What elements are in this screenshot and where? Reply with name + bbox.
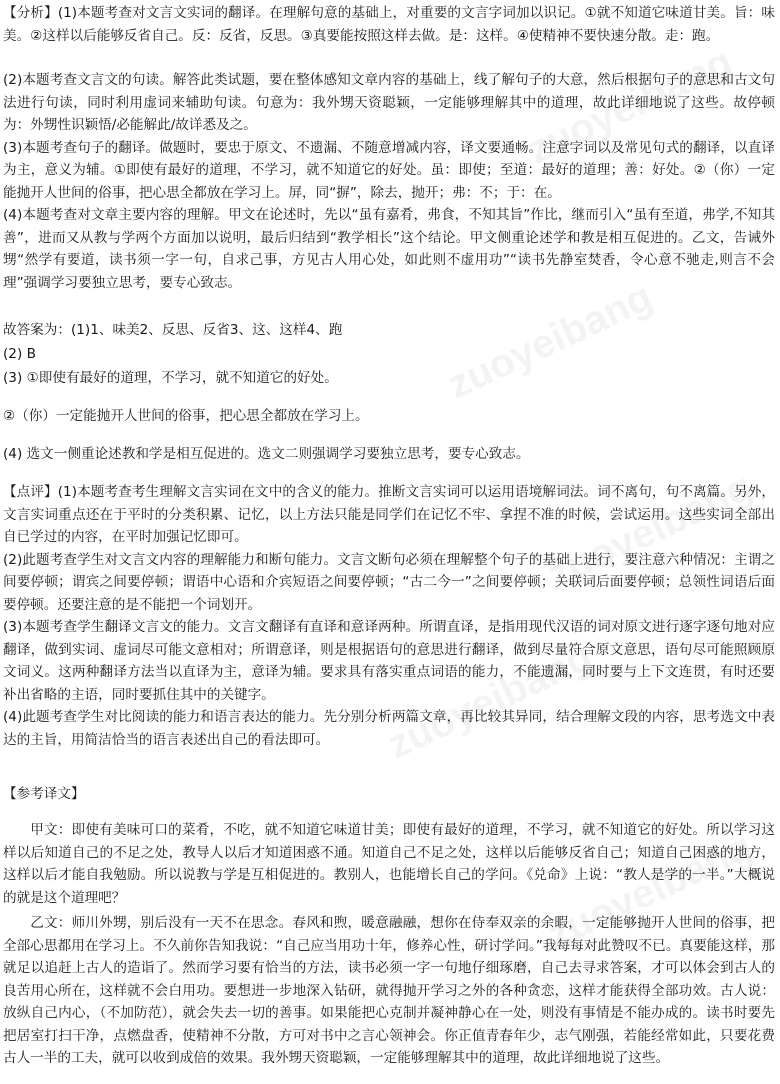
translation-jia: [3, 819, 775, 909]
answer-line: (2) B: [3, 346, 36, 362]
analysis-paragraph: (2)本题考查文言文的句读。解答此类试题，要在整体感知文章内容的基础上，线了解句子的大意，然后根据句子的意思和古文句法进行句读，同时利用虚词来辅助句读。句意为：我外甥天资聪颖，一定能够理解其中的道理，故此详细地说了这些。故停顿为：外甥性识颖悟/必能解此/故详悉及之。: [3, 72, 775, 133]
answer-line: 故答案为：(1)1、味美2、反思、反省3、这、这样4、跑: [3, 322, 343, 338]
answer-summary: [3, 443, 775, 466]
analysis-paragraph: (4)本题考查对文章主要内容的理解。甲文在论述时，先以“虽有嘉肴，弗食，不知其旨”作比，继而引入“虽有至道，弗学,不知其善”，进而又从教与学两个方面加以说明，最后归结到“教学相长”这个结论。甲文侧重论述学和教是相互促进的。乙文，告诫外甥“然学有要道，读书须一字一句，自求己事，方见古人用心处，如此则不虚用功”“读书先静室焚香，令心意不驰走,则言不会理”强调学习要独立思考，要专心致志。: [3, 207, 775, 291]
answer-line: (3) ①即使有最好的道理，不学习，就不知道它的好处。: [3, 370, 338, 386]
analysis-section-continued: [3, 69, 775, 294]
analysis-paragraph: (3)本题考查句子的翻译。做题时，要忠于原文、不遗漏、不随意增减内容，译文要通畅。注意字词以及常见句式的翻译，以直译为主，意义为辅。①即使有最好的道理，不学习，就不知道它的好处。虽：即使；至道：最好的道理；善：好处。②（你）一定能抛开人世间的俗事，把心思全都放在学习上。屏，同“摒”，除去，抛开；弗：不；于：在。: [3, 139, 775, 201]
comment-paragraph: 【点评】(1)本题考查考生理解文言实词在文中的含义的能力。推断文言实词可以运用语境解词法。词不离句，句不离篇。另外，文言实词重点还在于平时的分类积累、记忆，以上方法只能是同学们在记忆不牢、拿捏不准的时候，尝试运用。这些实词全部出自已学过的内容，在平时加强记忆即可。: [3, 484, 775, 545]
translation-heading-text: 【参考译文】: [3, 786, 85, 802]
answer-line: ②（你）一定能抛开人世间的俗事，把心思全都放在学习上。: [3, 408, 369, 424]
answer-summary: [3, 319, 775, 342]
answer-summary: [3, 343, 775, 366]
comment-paragraph: (4)此题考查学生对比阅读的能力和语言表达的能力。先分别分析两篇文章，再比较其异同，结合理解文段的内容，思考选文中表达的主旨，用简洁恰当的语言表述出自己的看法即可。: [3, 709, 775, 748]
answer-summary: [3, 367, 775, 390]
comment-paragraph: (2)此题考查学生对文言文内容的理解能力和断句能力。文言文断句必须在理解整个句子的基础上进行，要注意六种情况：主谓之间要停顿；谓宾之间要停顿；谓语中心语和介宾短语之间要停顿；“古二今一”之间要停顿；关联词后面要停顿；总领性词语后面要停顿。还要注意的是不能把一个词划开。: [3, 551, 775, 613]
analysis-paragraph: 【分析】(1)本题考查对文言文实词的翻译。在理解句意的基础上，对重要的文言字词加以识记。①就不知道它味道甘美。旨：味美。②这样以后能够反省自己。反：反省，反思。③真要能按照这样去做。是：这样。④使精神不要快速分散。走：跑。: [3, 5, 775, 44]
comment-section: [3, 481, 775, 751]
translation-paragraph: 甲文：即使有美味可口的菜肴，不吃，就不知道它味道甘美；即使有最好的道理，不学习，就不知道它的好处。所以学习这样以后知道自己的不足之处，教导人以后才知道困惑不通。知道自己不足之处，这样以后能够反省自己；知道自己困惑的地方，这样以后才能自我勉励。所以说教与学是互相促进的。教别人，也能增长自己的学问。《兑命》上说：“教人是学的一半。”大概说的就是这个道理吧？: [3, 822, 775, 906]
analysis-section: [3, 2, 775, 47]
translation-yi: [3, 912, 775, 1070]
answer-summary: [3, 405, 775, 428]
translation-paragraph: 乙文：师川外甥，别后没有一天不在思念。春风和煦，暖意融融，想你在侍奉双亲的余暇，一定能够抛开人世间的俗事，把全部心思都用在学习上。不久前你告知我说：“自己应当用功十年，修养心性，研讨学问。”我每每对此赞叹不已。真要能这样，那就足以追赶上古人的造诣了。然而学习要有恰当的方法，读书必须一字一句地仔细琢磨，自己去寻求答案，才可以体会到古人的良苦用心所在，这样就不会白用功。要想进一步地深入钻研，就得抛开学习之外的各种贪恋，这样才能获得全部功效。古人说：放纵自己内心，（不加防范），就会失去一切的善事。如果能把心克制并凝神静心在一处，则没有事情是不能办成的。读书时要先把居室打扫干净，点燃盘香，使精神不分散，方可对书中之言心领神会。你正值青春年少，志气刚强，若能经常如此，只要花费古人一半的工夫，就可以收到成倍的效果。我外甥天资聪颖，一定能够理解其中的道理，故此详细地说了这些。: [3, 915, 775, 1066]
translation-heading: [3, 783, 775, 806]
answer-line: (4) 选文一侧重论述教和学是相互促进的。选文二则强调学习要独立思考，要专心致志。: [3, 446, 530, 462]
comment-paragraph: (3)本题考查学生翻译文言文的能力。文言文翻译有直译和意译两种。所谓直译，是指用现代汉语的词对原文进行逐字逐句地对应翻译，做到实词、虚词尽可能文意相对；所谓意译，则是根据语句的意思进行翻译，做到尽量符合原文意思，语句尽可能照顾原文词义。这两种翻译方法当以直译为主，意译为辅。要求具有落实重点词语的能力，不能遗漏，同时要与上下文连贯，有时还要补出省略的主语，同时要抓住其中的关键字。: [3, 619, 775, 703]
